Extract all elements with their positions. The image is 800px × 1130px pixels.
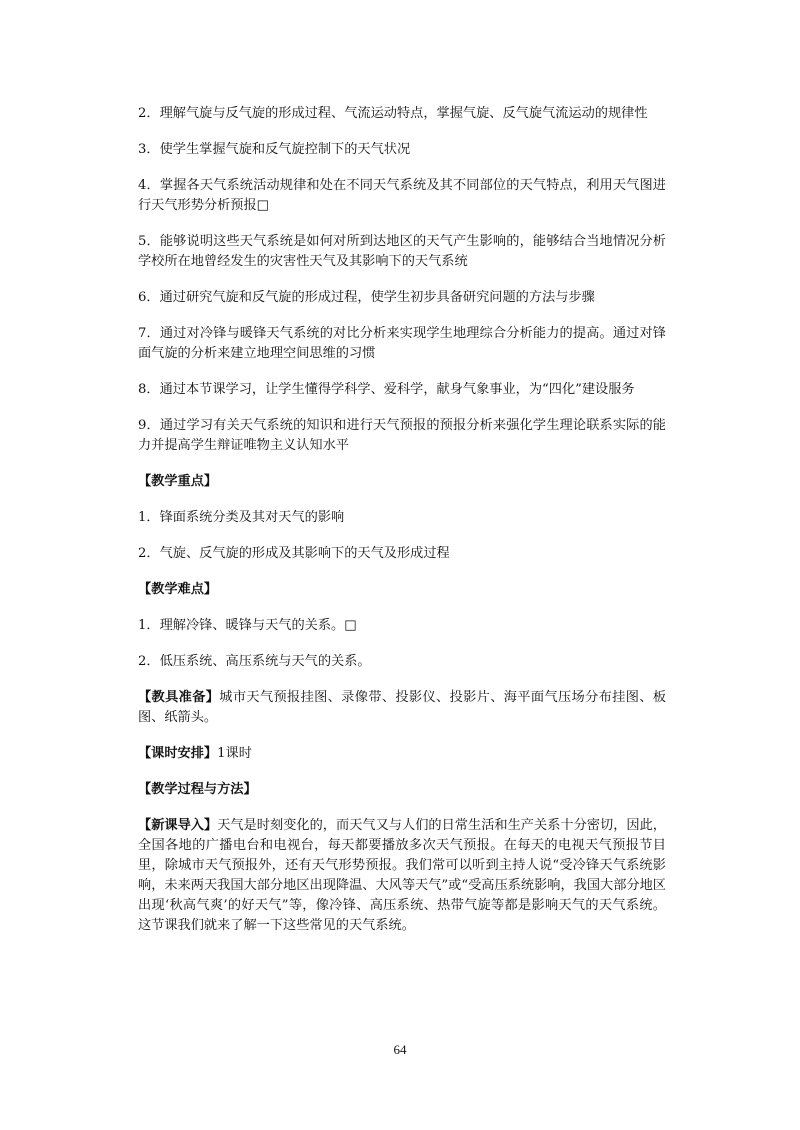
schedule-text: 1课时 [217, 746, 252, 761]
key-point-2: 2．气旋、反气旋的形成及其影响下的天气及形成过程 [138, 546, 450, 561]
intro-paragraph [138, 816, 666, 936]
objective-8: 8．通过本节课学习，让学生懂得学科学、爱科学，献身气象事业，为“四化”建设服务 [138, 382, 635, 397]
objective-7: 7．通过对冷锋与暖锋天气系统的对比分析来实现学生地理综合分析能力的提高。通过对锋面气旋的分析来建立地理空间思维的习惯 [138, 326, 666, 361]
difficult-point-2: 2．低压系统、高压系统与天气的关系。 [138, 654, 371, 669]
teaching-aids-text: 城市天气预报挂图、录像带、投影仪、投影片、海平面气压场分布挂图、板图、纸箭头。 [138, 690, 667, 725]
objective-5: 5．能够说明这些天气系统是如何对所到达地区的天气产生影响的，能够结合当地情况分析学校所在地曾经发生的灾害性天气及其影响下的天气系统 [138, 234, 666, 269]
objective-9: 9．通过学习有关天气系统的知识和进行天气预报的预报分析来强化学生理论联系实际的能力并提高学生辩证唯物主义认知水平 [138, 418, 666, 453]
intro-label: 【新课导入】 [138, 818, 218, 833]
difficult-point-1: 1．理解冷锋、暖锋与天气的关系。□ [138, 618, 357, 633]
page-number: 64 [393, 1042, 407, 1057]
page-content [138, 104, 666, 952]
key-point-1: 1．锋面系统分类及其对天气的影响 [138, 510, 345, 525]
difficult-points-heading: 【教学难点】 [138, 582, 218, 597]
key-points-heading: 【教学重点】 [138, 474, 218, 489]
teaching-aids [138, 688, 666, 728]
objective-3: 3．使学生掌握气旋和反气旋控制下的天气状况 [138, 142, 411, 157]
objective-4: 4．掌握各天气系统活动规律和处在不同天气系统及其不同部位的天气特点，利用天气图进行天气形势分析预报□ [138, 178, 666, 213]
schedule-label: 【课时安排】 [138, 746, 218, 761]
objective-2: 2．理解气旋与反气旋的形成过程、气流运动特点，掌握气旋、反气旋气流运动的规律性 [138, 106, 648, 121]
objective-6: 6．通过研究气旋和反气旋的形成过程，使学生初步具备研究问题的方法与步骤 [138, 290, 595, 305]
teaching-aids-label: 【教具准备】 [138, 690, 220, 705]
process-heading: 【教学过程与方法】 [138, 782, 257, 797]
intro-text: 天气是时刻变化的，而天气又与人们的日常生活和生产关系十分密切，因此，全国各地的广播电台和电视台，每天都要播放多次天气预报。在每天的电视天气预报节目里，除城市天气预报外，还有天气形势预报。我们常可以听到主持人说“受冷锋天气系统影响，未来两天我国大部分地区出现降温、大风等天气”或“受高压系统影响，我国大部分地区出现‘秋高气爽’的好天气”等，像冷锋、高压系统、热带气旋等都是影响天气的天气系统。这节课我们就来了解一下这些常见的天气系统。 [138, 818, 666, 933]
schedule [138, 744, 666, 764]
